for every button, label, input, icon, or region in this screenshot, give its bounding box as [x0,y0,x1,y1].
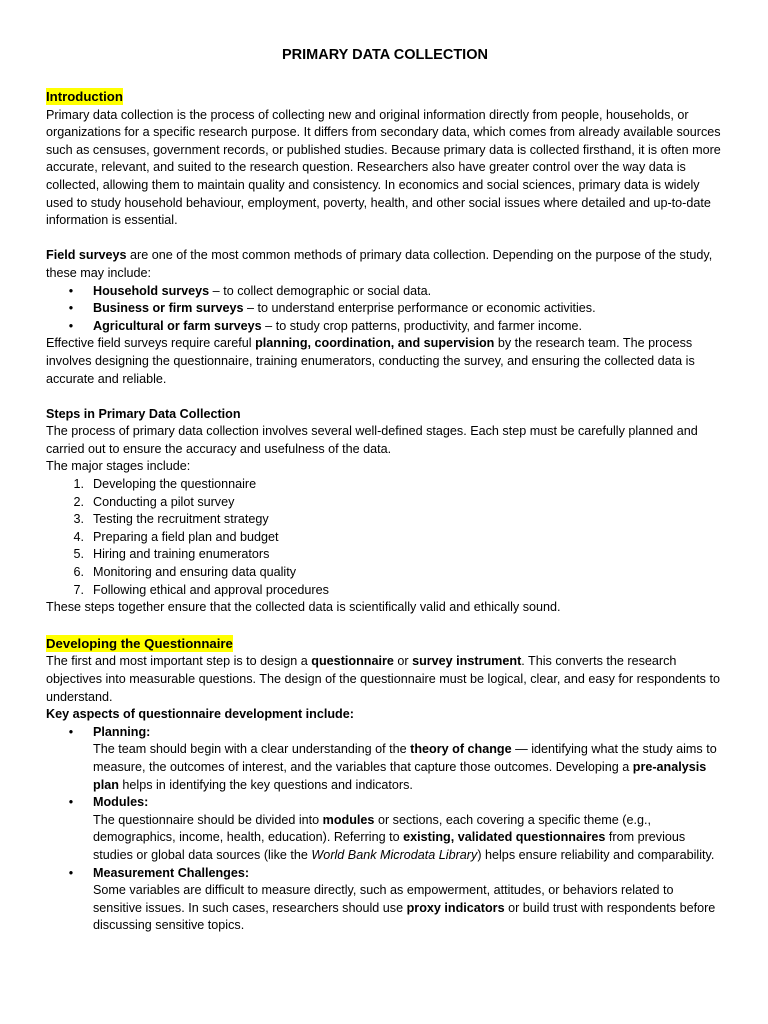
list-item-emphasis: theory of change [410,742,512,757]
list-item-text: ) helps ensure reliability and comparability. [477,847,715,862]
bullet-icon: • [68,301,74,316]
paragraph-text: . This converts the research objectives into measurable questions. The design of the questionnaire must be logical, clear, and easy for respondents to understand. [46,654,720,704]
list-item [46,564,724,582]
list-item-text: helps in identifying the key questions and indicators. [118,777,413,792]
list-number: 1. [73,477,84,492]
key-aspects-list [46,724,724,935]
list-number: 6. [73,565,84,580]
paragraph-text: Effective field surveys require careful [46,336,256,351]
field-surveys-text: are one of the most common methods of primary data collection. Depending on the purpose of the study, these may include: [46,248,713,280]
spacer [46,388,724,406]
list-item [46,300,724,318]
list-item-text: The team should begin with a clear understanding of the [93,742,411,757]
survey-types-list [46,283,724,336]
list-number: 3. [73,512,84,527]
paragraph-text: or [393,654,413,669]
list-item [46,546,724,564]
list-item-label: Modules: [93,795,149,810]
list-item-text: Testing the recruitment strategy [93,512,269,527]
questionnaire-paragraph [46,653,724,706]
list-item-emphasis: modules [322,812,375,827]
steps-heading: Steps in Primary Data Collection [46,406,241,421]
list-item-text: The questionnaire should be divided into [93,812,323,827]
list-item-text: Preparing a field plan and budget [93,529,279,544]
list-number: 4. [73,529,84,544]
list-item-term: Business or firm surveys [93,301,244,316]
paragraph-text: by the research team. The process involves designing the questionnaire, training enumerators, conducting the survey, and ensuring the collected data is accurate and reliable. [46,336,695,386]
list-item-text: Monitoring and ensuring data quality [93,565,297,580]
list-number: 7. [73,582,84,597]
list-item [46,794,724,864]
list-item-emphasis: pre-analysis plan [93,759,707,792]
page-title: PRIMARY DATA COLLECTION [282,47,488,63]
bullet-icon: • [68,318,74,333]
paragraph-emphasis: planning, coordination, and supervision [255,336,495,351]
field-surveys-paragraph [46,247,724,282]
paragraph-emphasis: questionnaire [311,654,394,669]
bullet-icon: • [68,283,74,298]
list-item-text: Some variables are difficult to measure directly, such as empowerment, attitudes, or behaviors related to sensitive issues. In such cases, researchers should use [93,883,674,915]
key-aspects-label: Key aspects of questionnaire development include: [46,707,354,722]
major-stages-label: The major stages include: [46,459,191,474]
steps-closing: These steps together ensure that the collected data is scientifically valid and ethically sound. [46,600,561,615]
list-item [46,724,724,794]
list-item-label: Planning: [93,724,151,739]
effective-surveys-paragraph [46,335,724,388]
list-item-text: – to collect demographic or social data. [209,283,432,298]
list-item-text: Developing the questionnaire [93,477,257,492]
bullet-icon: • [68,795,74,810]
list-item-text: — identifying what the study aims to measure, the outcomes of interest, and the variables that capture those outcomes. Developing a [93,742,717,774]
list-number: 5. [73,547,84,562]
bullet-icon: • [68,724,74,739]
stages-list [46,476,724,599]
introduction-paragraph: Primary data collection is the process of collecting new and original information directly from people, households, or organizations for a specific research purpose. It differs from secondary data, which comes from already available sources such as censuses, government records, or published studies. Because primary data is collected firsthand, it is often more accurate, relevant, and suited to the research question. Researchers also have greater control over the way data is collected, allowing them to maintain quality and consistency. In economics and social sciences, primary data is widely used to study household behaviour, employment, poverty, health, and other social issues where detailed and up-to-date information is essential. [46,107,721,228]
list-item-text: or sections, each covering a specific theme (e.g., demographics, income, health, education). Referring to [93,812,651,845]
bullet-icon: • [68,865,74,880]
list-item [46,511,724,529]
list-item-term: Agricultural or farm surveys [93,318,262,333]
paragraph-text: The first and most important step is to design a [46,654,312,669]
list-item-text: – to study crop patterns, productivity, and farmer income. [261,318,583,333]
list-item [46,529,724,547]
field-surveys-term: Field surveys [46,248,127,263]
list-item-text: Hiring and training enumerators [93,547,270,562]
list-number: 2. [73,494,84,509]
introduction-heading: Introduction [46,89,123,104]
developing-questionnaire-heading: Developing the Questionnaire [46,635,233,651]
list-item-label: Measurement Challenges: [93,865,250,880]
list-item-italic: World Bank Microdata Library [311,847,478,862]
list-item-emphasis: proxy indicators [406,900,505,915]
list-item [46,865,724,935]
list-item [46,283,724,301]
list-item [46,318,724,336]
steps-paragraph: The process of primary data collection involves several well-defined stages. Each step must be carefully planned and carried out to ensure the accuracy and usefulness of the data. [46,424,698,456]
list-item-emphasis: existing, validated questionnaires [403,830,606,845]
list-item [46,494,724,512]
list-item-text: Following ethical and approval procedures [93,582,329,597]
list-item-text: from previous studies or global data sources (like the [93,830,686,862]
list-item-text: Conducting a pilot survey [93,494,235,509]
list-item-text: or build trust with respondents before discussing sensitive topics. [93,900,716,933]
list-item [46,476,724,494]
list-item-term: Household surveys [93,283,210,298]
paragraph-emphasis: survey instrument [412,654,522,669]
list-item-text: – to understand enterprise performance or economic activities. [243,301,596,316]
list-item [46,582,724,600]
spacer [46,230,724,248]
